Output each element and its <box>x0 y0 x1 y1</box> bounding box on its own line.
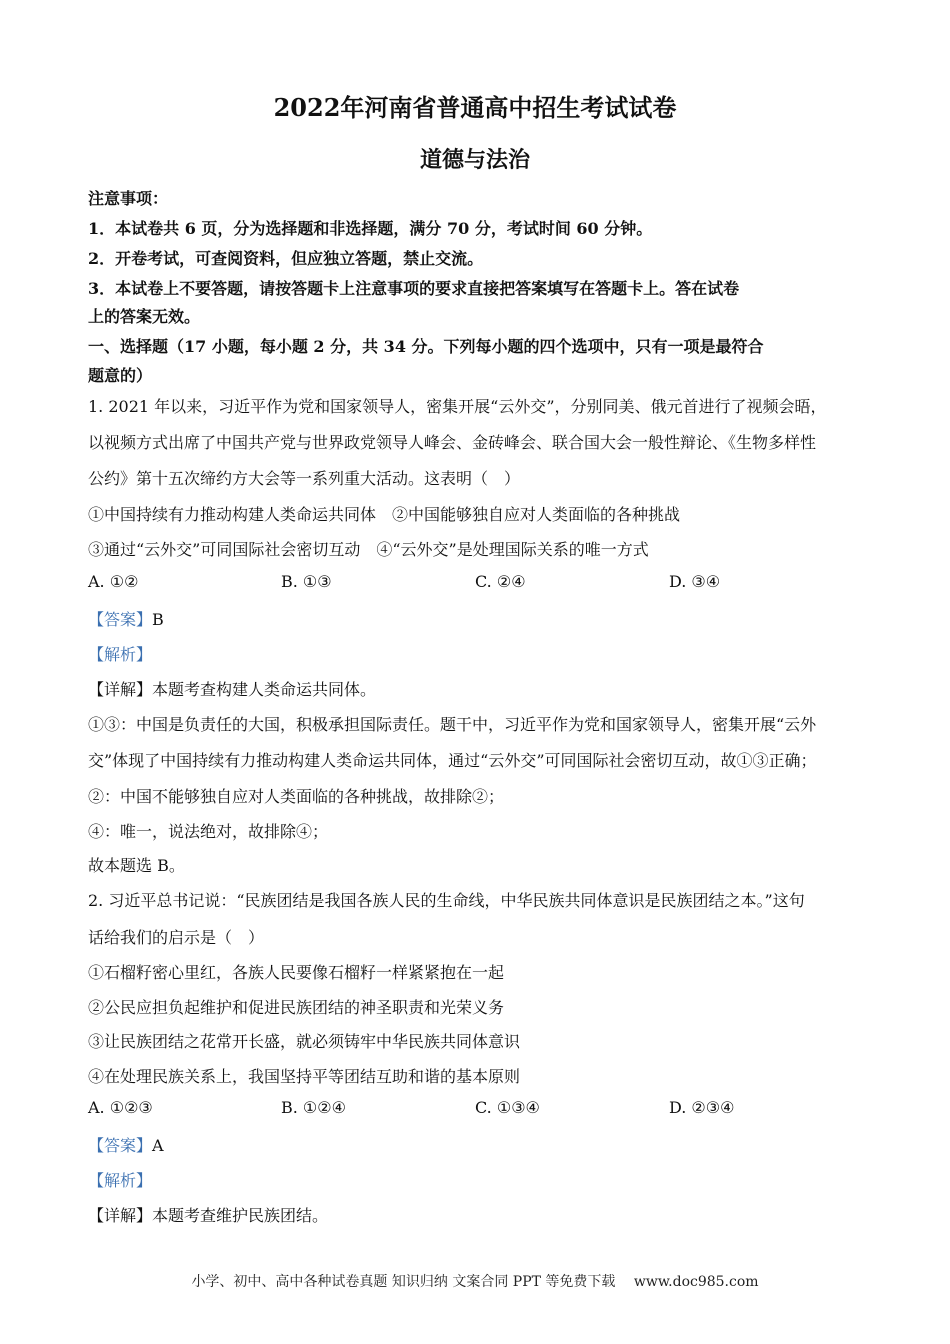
q1-detail-line-6: 故本题选 B。 <box>88 856 185 875</box>
q2-statement-4: ④在处理民族关系上，我国坚持平等团结互助和谐的基本原则 <box>88 1067 521 1086</box>
notice-item-3: 3．本试卷上不要答题，请按答题卡上注意事项的要求直接把答案填写在答题卡上。答在试卷 <box>88 279 740 298</box>
q2-analysis-label: 【解析】 <box>88 1171 153 1190</box>
section-heading-cont: 题意的） <box>88 366 153 385</box>
detail-label: 【详解】 <box>88 680 153 699</box>
q2-statement-1: ①石榴籽密心里红，各族人民要像石榴籽一样紧紧抱在一起 <box>88 963 505 982</box>
notice-item-1: 1．本试卷共 6 页，分为选择题和非选择题，满分 70 分，考试时间 60 分钟。 <box>88 219 653 238</box>
q1-detail <box>88 677 376 700</box>
q1-statements-1: ①中国持续有力推动构建人类命运共同体 ②中国能够独自应对人类面临的各种挑战 <box>88 505 681 524</box>
q1-option-d: D. ③④ <box>669 572 721 591</box>
q2-statement-2: ②公民应担负起维护和促进民族团结的神圣职责和光荣义务 <box>88 998 505 1017</box>
q1-statements-2: ③通过“云外交”可同国际社会密切互动 ④“云外交”是处理国际关系的唯一方式 <box>88 540 649 559</box>
exam-title: 2022年河南省普通高中招生考试试卷 <box>273 93 677 122</box>
q1-detail-line-5: ④：唯一，说法绝对，故排除④； <box>88 822 329 841</box>
notice-heading: 注意事项： <box>88 189 169 208</box>
q2-statement-3: ③让民族团结之花常开长盛，就必须铸牢中华民族共同体意识 <box>88 1032 521 1051</box>
q1-detail-line-3: 交”体现了中国持续有力推动构建人类命运共同体，通过“云外交”可同国际社会密切互动，故①③正确； <box>88 751 817 770</box>
answer-label: 【答案】 <box>88 1136 153 1155</box>
q1-stem-line-3: 公约》第十五次缔约方大会等一系列重大活动。这表明（ ） <box>88 469 521 488</box>
notice-item-2: 2．开卷考试，可查阅资料，但应独立答题，禁止交流。 <box>88 249 484 268</box>
q2-detail <box>88 1203 328 1226</box>
q1-answer <box>88 607 164 630</box>
q1-analysis-label: 【解析】 <box>88 645 153 664</box>
answer-label: 【答案】 <box>88 610 153 629</box>
q1-option-c: C. ②④ <box>475 572 526 591</box>
q1-detail-line-4: ②：中国不能够独自应对人类面临的各种挑战，故排除②； <box>88 787 505 806</box>
notice-item-3-cont: 上的答案无效。 <box>88 307 201 326</box>
answer-value: A <box>152 1136 164 1155</box>
q2-stem-line-2: 话给我们的启示是（ ） <box>88 928 265 947</box>
q1-option-a: A. ①② <box>88 572 139 591</box>
detail-text: 本题考查构建人类命运共同体。 <box>152 680 377 699</box>
section-heading: 一、选择题（17 小题，每小题 2 分，共 34 分。下列每小题的四个选项中，只有一项是最符合 <box>88 337 764 356</box>
answer-value: B <box>152 610 164 629</box>
page-footer: 小学、初中、高中各种试卷真题 知识归纳 文案合同 PPT 等免费下载 www.doc985.com <box>191 1274 759 1290</box>
q2-stem-line-1: 2. 习近平总书记说：“民族团结是我国各族人民的生命线，中华民族共同体意识是民族团结之本。”这句 <box>88 891 805 910</box>
q2-option-d: D. ②③④ <box>669 1098 735 1117</box>
q2-answer <box>88 1133 164 1156</box>
q1-option-b: B. ①③ <box>281 572 332 591</box>
q1-stem-line-1: 1. 2021 年以来，习近平作为党和国家领导人，密集开展“云外交”，分别同美、俄元首进行了视频会晤， <box>88 397 827 416</box>
q1-stem-line-2: 以视频方式出席了中国共产党与世界政党领导人峰会、金砖峰会、联合国大会一般性辩论、《生物多样性 <box>88 433 817 452</box>
q2-option-a: A. ①②③ <box>88 1098 153 1117</box>
detail-label: 【详解】 <box>88 1206 153 1225</box>
q2-option-c: C. ①③④ <box>475 1098 540 1117</box>
q2-option-b: B. ①②④ <box>281 1098 346 1117</box>
q1-detail-line-2: ①③：中国是负责任的大国，积极承担国际责任。题干中，习近平作为党和国家领导人，密集开展“云外 <box>88 715 817 734</box>
subject-title: 道德与法治 <box>419 147 530 173</box>
detail-text: 本题考查维护民族团结。 <box>152 1206 329 1225</box>
